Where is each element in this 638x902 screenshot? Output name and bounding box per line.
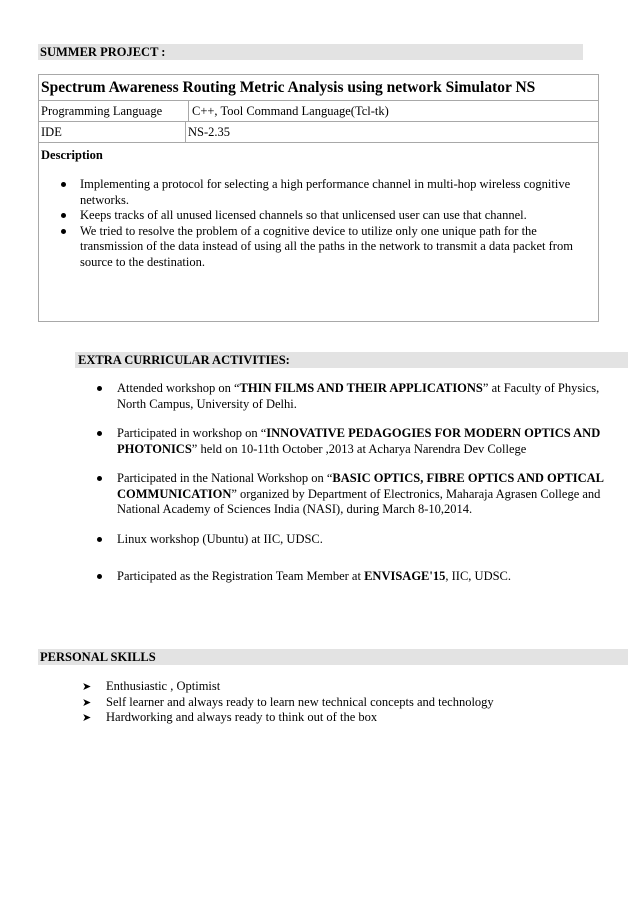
item-post: ” held on 10-11th October ,2013 at Acharya Narendra Dev College <box>191 441 527 456</box>
list-item <box>75 381 615 412</box>
project-title: Spectrum Awareness Routing Metric Analysis using network Simulator NS <box>39 75 598 101</box>
arrow-bullet-icon: ➤ <box>82 680 92 693</box>
list-item <box>82 695 494 711</box>
row-key: Programming Language <box>41 104 163 118</box>
list-item-text: Hardworking and always ready to think out of the box <box>106 710 378 724</box>
item-post: ” at Faculty of Physics, North Campus, University of Delhi. <box>117 381 600 411</box>
list-item <box>39 208 598 224</box>
list-item-text: Implementing a protocol for selecting a high performance channel in multi-hop wireless cognitive networks. <box>80 177 571 207</box>
list-item <box>39 224 598 271</box>
bullet-icon <box>61 182 66 187</box>
row-value: C++, Tool Command Language(Tcl-tk) <box>188 101 389 121</box>
list-item <box>82 679 494 695</box>
bullet-icon <box>97 386 102 391</box>
skills-list <box>82 679 494 726</box>
item-bold: ENVISAGE'15 <box>364 569 446 583</box>
description-list <box>39 177 598 270</box>
list-item <box>75 426 615 457</box>
list-item-text: Enthusiastic , Optimist <box>106 679 221 693</box>
arrow-bullet-icon: ➤ <box>82 695 92 709</box>
list-item <box>75 532 615 548</box>
item-pre: Attended workshop on “ <box>117 381 240 395</box>
personal-skills-heading: PERSONAL SKILLS <box>38 649 628 665</box>
item-pre: Linux workshop (Ubuntu) at IIC, UDSC. <box>117 531 323 546</box>
item-post: ” organized by Department of Electronics, Maharaja Agrasen College and National Academy of Sciences India (NASI), during March 8-10,2014. <box>117 486 601 516</box>
list-item-text: Self learner and always ready to learn new technical concepts and technology <box>106 694 494 709</box>
list-item <box>75 569 615 585</box>
item-bold: THIN FILMS AND THEIR APPLICATIONS <box>239 381 483 395</box>
row-value: NS-2.35 <box>185 122 230 142</box>
activities-list <box>75 381 615 599</box>
item-pre: Participated in workshop on “ <box>117 426 267 440</box>
list-item <box>75 471 615 518</box>
list-item <box>39 177 598 208</box>
summer-project-heading: SUMMER PROJECT : <box>38 44 583 60</box>
project-row-language <box>39 101 598 122</box>
list-item-text: We tried to resolve the problem of a cognitive device to utilize only one unique path for the transmission of the data instead of using all the paths in the network to transmit a data packet from source to the destination. <box>80 223 573 269</box>
bullet-icon <box>97 574 102 579</box>
item-bold: INNOVATIVE PEDAGOGIES FOR MODERN OPTICS AND PHOTONICS <box>117 426 601 456</box>
extra-curricular-heading: EXTRA CURRICULAR ACTIVITIES: <box>75 352 628 368</box>
bullet-icon <box>61 229 66 234</box>
list-item-text: Keeps tracks of all unused licensed channels so that unlicensed user can use that channel. <box>80 208 527 222</box>
item-pre: Participated as the Registration Team Member at <box>117 569 365 583</box>
item-bold: BASIC OPTICS, FIBRE OPTICS AND OPTICAL COMMUNICATION <box>117 471 604 501</box>
bullet-icon <box>97 537 102 542</box>
bullet-icon <box>97 476 102 481</box>
bullet-icon <box>61 213 66 218</box>
arrow-bullet-icon: ➤ <box>82 711 92 724</box>
bullet-icon <box>97 431 102 436</box>
item-pre: Participated in the National Workshop on “ <box>117 471 333 485</box>
project-row-ide <box>39 122 598 143</box>
row-key: IDE <box>41 125 62 139</box>
project-table <box>38 74 599 322</box>
list-item <box>82 710 494 726</box>
description-label: Description <box>41 148 103 162</box>
item-post: , IIC, UDSC. <box>445 569 512 583</box>
